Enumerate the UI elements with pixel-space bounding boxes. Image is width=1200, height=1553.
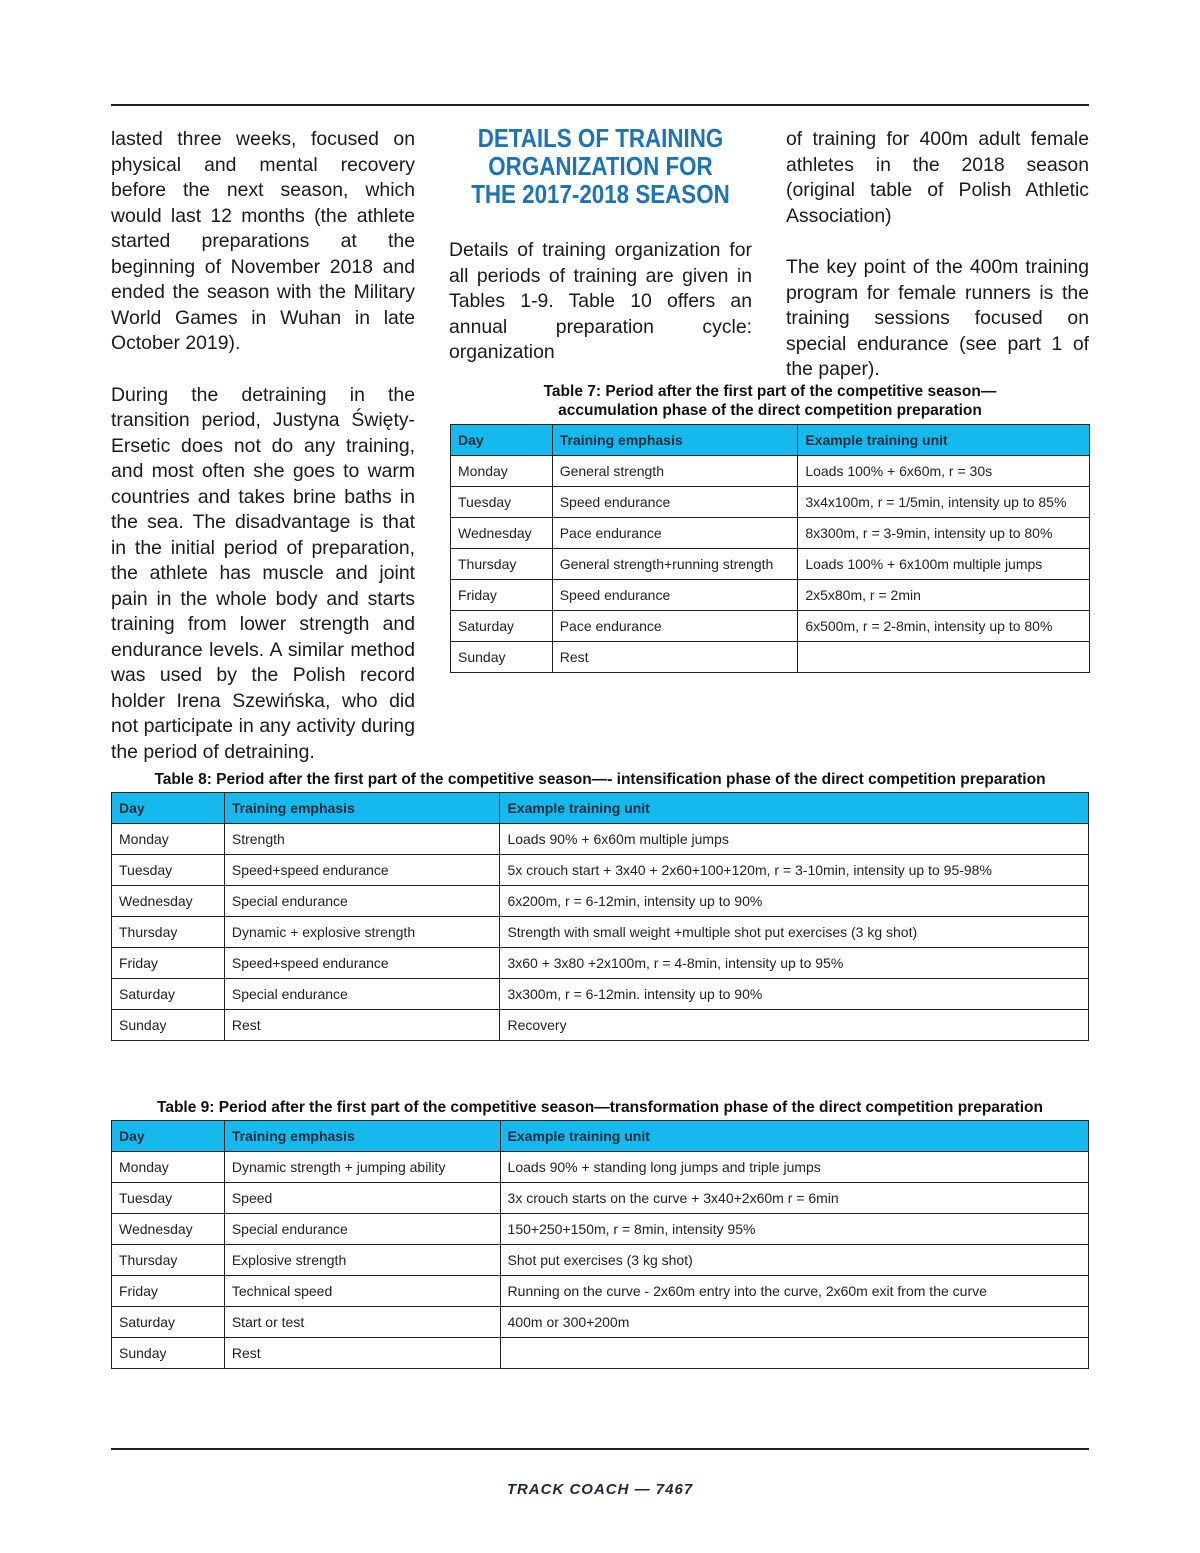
middle-paragraph: Details of training organization for all periods of training are given in Tables 1-9. Table 10 offers an annual preparation cycle: organization [449, 239, 752, 363]
cell-unit: 5x crouch start + 3x40 + 2x60+100+120m, r = 3-10min, intensity up to 95-98% [500, 855, 1089, 886]
table7 [450, 424, 1090, 673]
cell-day: Wednesday [112, 886, 225, 917]
cell-day: Friday [112, 948, 225, 979]
header-cell-unit: Example training unit [798, 425, 1090, 456]
cell-unit: 6x500m, r = 2-8min, intensity up to 80% [798, 611, 1090, 642]
cell-day: Friday [451, 580, 553, 611]
cell-day: Thursday [112, 917, 225, 948]
cell-unit: Recovery [500, 1010, 1089, 1041]
cell-emphasis: General strength+running strength [552, 549, 798, 580]
table-row [112, 1245, 1089, 1276]
right-paragraph-2: The key point of the 400m training program for female runners is the training sessions focused on special endurance (see part 1 of the paper). [786, 256, 1089, 380]
cell-day: Monday [112, 1152, 225, 1183]
cell-emphasis: Speed endurance [552, 487, 798, 518]
left-paragraph-1: lasted three weeks, focused on physical and mental recovery before the next season, which would last 12 months (the athlete started preparations at the beginning of November 2018 and ended the season with the Military World Games in Wuhan in late October 2019). [111, 128, 415, 354]
header-cell-unit: Example training unit [500, 1121, 1088, 1152]
cell-emphasis: Start or test [224, 1307, 500, 1338]
table8 [111, 792, 1089, 1041]
table-row [451, 580, 1090, 611]
cell-unit: 400m or 300+200m [500, 1307, 1088, 1338]
table7-caption-line1: Table 7: Period after the first part of the competitive season— [543, 383, 997, 400]
cell-emphasis: Rest [224, 1010, 500, 1041]
cell-unit: Loads 90% + standing long jumps and triple jumps [500, 1152, 1088, 1183]
table-row [451, 518, 1090, 549]
header-cell-emphasis: Training emphasis [552, 425, 798, 456]
left-column [111, 127, 415, 791]
cell-unit: Loads 90% + 6x60m multiple jumps [500, 824, 1089, 855]
cell-day: Saturday [112, 1307, 225, 1338]
cell-day: Monday [451, 456, 553, 487]
cell-emphasis: Speed endurance [552, 580, 798, 611]
table-row [112, 824, 1089, 855]
cell-emphasis: Strength [224, 824, 500, 855]
table-row [112, 1183, 1089, 1214]
table-row [451, 549, 1090, 580]
right-column [786, 127, 1089, 409]
table-row [112, 917, 1089, 948]
cell-unit: 3x300m, r = 6-12min. intensity up to 90% [500, 979, 1089, 1010]
cell-unit: Loads 100% + 6x100m multiple jumps [798, 549, 1090, 580]
table-header-row [451, 425, 1090, 456]
table-row [112, 1276, 1089, 1307]
cell-emphasis: Dynamic strength + jumping ability [224, 1152, 500, 1183]
section-heading: DETAILS OF TRAINING ORGANIZATION FOR THE 2017-2018 SEASON [471, 123, 730, 209]
cell-emphasis: Explosive strength [224, 1245, 500, 1276]
middle-column [449, 124, 752, 392]
header-cell-day: Day [112, 1121, 225, 1152]
cell-emphasis: Pace endurance [552, 611, 798, 642]
table7-caption-line2: accumulation phase of the direct competition preparation [558, 402, 982, 419]
table-row [451, 456, 1090, 487]
cell-day: Saturday [112, 979, 225, 1010]
cell-day: Thursday [451, 549, 553, 580]
cell-day: Tuesday [112, 855, 225, 886]
cell-day: Thursday [112, 1245, 225, 1276]
table-row [112, 1338, 1089, 1369]
cell-unit: Strength with small weight +multiple shot put exercises (3 kg shot) [500, 917, 1089, 948]
cell-emphasis: Rest [224, 1338, 500, 1369]
table7-caption [450, 382, 1090, 420]
table-row [112, 1152, 1089, 1183]
right-paragraph-1: of training for 400m adult female athletes in the 2018 season (original table of Polish Athletic Association) [786, 128, 1089, 227]
cell-day: Tuesday [451, 487, 553, 518]
page-footer: TRACK COACH — 7467 [506, 1481, 694, 1498]
header-cell-emphasis: Training emphasis [224, 793, 500, 824]
cell-emphasis: Speed [224, 1183, 500, 1214]
cell-unit: Loads 100% + 6x60m, r = 30s [798, 456, 1090, 487]
cell-emphasis: General strength [552, 456, 798, 487]
cell-day: Wednesday [112, 1214, 225, 1245]
cell-unit: 3x crouch starts on the curve + 3x40+2x60m r = 6min [500, 1183, 1088, 1214]
cell-unit [798, 642, 1090, 673]
header-cell-day: Day [451, 425, 553, 456]
cell-unit: Running on the curve - 2x60m entry into the curve, 2x60m exit from the curve [500, 1276, 1088, 1307]
table-row [112, 948, 1089, 979]
cell-unit [500, 1338, 1088, 1369]
table8-caption: Table 8: Period after the first part of the competitive season—- intensification phase of the direct competition preparation [154, 771, 1046, 788]
table-row [112, 979, 1089, 1010]
cell-day: Friday [112, 1276, 225, 1307]
cell-day: Monday [112, 824, 225, 855]
cell-emphasis: Speed+speed endurance [224, 855, 500, 886]
table-row [112, 886, 1089, 917]
cell-emphasis: Speed+speed endurance [224, 948, 500, 979]
cell-emphasis: Special endurance [224, 1214, 500, 1245]
cell-emphasis: Technical speed [224, 1276, 500, 1307]
cell-day: Sunday [112, 1338, 225, 1369]
table9-caption: Table 9: Period after the first part of the competitive season—transformation phase of the direct competition preparation [157, 1099, 1043, 1116]
left-paragraph-2: During the detraining in the transition period, Justyna Święty-Ersetic does not do any training, and most often she goes to warm countries and takes brine baths in the sea. The disadvantage is that in the initial period of preparation, the athlete has muscle and joint pain in the whole body and starts training from lower strength and endurance levels. A similar method was used by the Polish record holder Irena Szewińska, who did not participate in any activity during the period of detraining. [111, 383, 415, 763]
table-row [112, 1214, 1089, 1245]
cell-emphasis: Pace endurance [552, 518, 798, 549]
table-row [451, 642, 1090, 673]
cell-emphasis: Rest [552, 642, 798, 673]
table-row [112, 855, 1089, 886]
cell-unit: 150+250+150m, r = 8min, intensity 95% [500, 1214, 1088, 1245]
cell-emphasis: Dynamic + explosive strength [224, 917, 500, 948]
cell-emphasis: Special endurance [224, 979, 500, 1010]
bottom-rule [111, 1448, 1089, 1450]
cell-unit: 3x4x100m, r = 1/5min, intensity up to 85% [798, 487, 1090, 518]
cell-day: Sunday [112, 1010, 225, 1041]
cell-emphasis: Special endurance [224, 886, 500, 917]
cell-unit: Shot put exercises (3 kg shot) [500, 1245, 1088, 1276]
cell-day: Sunday [451, 642, 553, 673]
cell-day: Saturday [451, 611, 553, 642]
table-header-row [112, 1121, 1089, 1152]
header-cell-emphasis: Training emphasis [224, 1121, 500, 1152]
cell-day: Tuesday [112, 1183, 225, 1214]
cell-unit: 2x5x80m, r = 2min [798, 580, 1090, 611]
header-cell-day: Day [112, 793, 225, 824]
table-row [451, 611, 1090, 642]
header-cell-unit: Example training unit [500, 793, 1089, 824]
table-row [112, 1010, 1089, 1041]
cell-unit: 6x200m, r = 6-12min, intensity up to 90% [500, 886, 1089, 917]
cell-unit: 3x60 + 3x80 +2x100m, r = 4-8min, intensity up to 95% [500, 948, 1089, 979]
table9 [111, 1120, 1089, 1369]
table-row [451, 487, 1090, 518]
table-header-row [112, 793, 1089, 824]
cell-day: Wednesday [451, 518, 553, 549]
top-rule [111, 104, 1089, 106]
table-row [112, 1307, 1089, 1338]
cell-unit: 8x300m, r = 3-9min, intensity up to 80% [798, 518, 1090, 549]
